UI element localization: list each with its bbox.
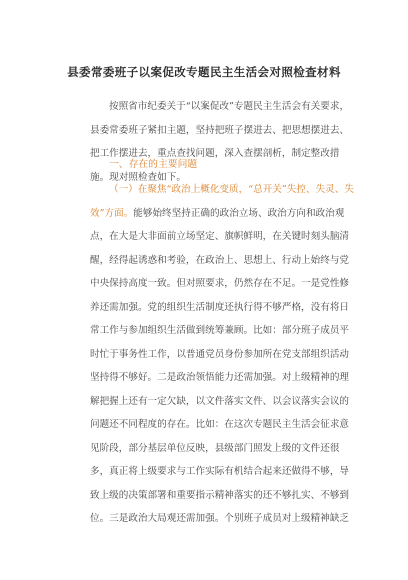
document-title: 县委常委班子以案促改专题民主生活会对照检查材料 xyxy=(67,65,341,79)
intro-paragraph: 按照省市纪委关于“以案促改”专题民主生活会有关要求，县委常委班子紧扣主题，坚持把班子摆进去、把思想摆进去、把工作摆进去，重点查找问题，深入查摆剖析，制定整改措施。现对照检查如下。 xyxy=(90,101,350,183)
section-heading: 一、存在的主要问题 xyxy=(109,159,198,170)
body-text: 能够始终坚持正确的政治立场、政治方向和政治观点，在大是大非面前立场坚定、旗帜鲜明，在关键时刻头脑清醒，经得起诱惑和考验，在政治上、思想上、行动上始终与党中央保持高度一致。但对照要求，仍然存在不足。一是党性修养还需加强。党的组织生活制度还执行得不够严格，没有将日常工作与参加组织生活做到统筹兼顾。比如：部分班子成员平时忙于事务性工作，以普通党员身份参加所在党支部组织活动坚持得不够好。二是政治领悟能力还需加强。对上级精神的理解把握上还有一定欠缺，以文件落实文件、以会议落实会议的问题还不同程度的存在。比如：在这次专题民主生活会征求意见阶段，部分基层单位反映，县级部门照发上级的文件还很多，真正将上级要求与工作实际有机结合起来还做得不够，导致上级的决策部署和重要指示精神落实的还不够扎实、不够到位。三是政治大局观还需加强。个别班子成员对上级精神缺乏 xyxy=(90,207,350,524)
sub-heading: （一）在聚焦“政治上概化变质，“总开关”失控、失灵、失效”方面。 xyxy=(90,184,354,219)
section-paragraph xyxy=(90,178,358,531)
